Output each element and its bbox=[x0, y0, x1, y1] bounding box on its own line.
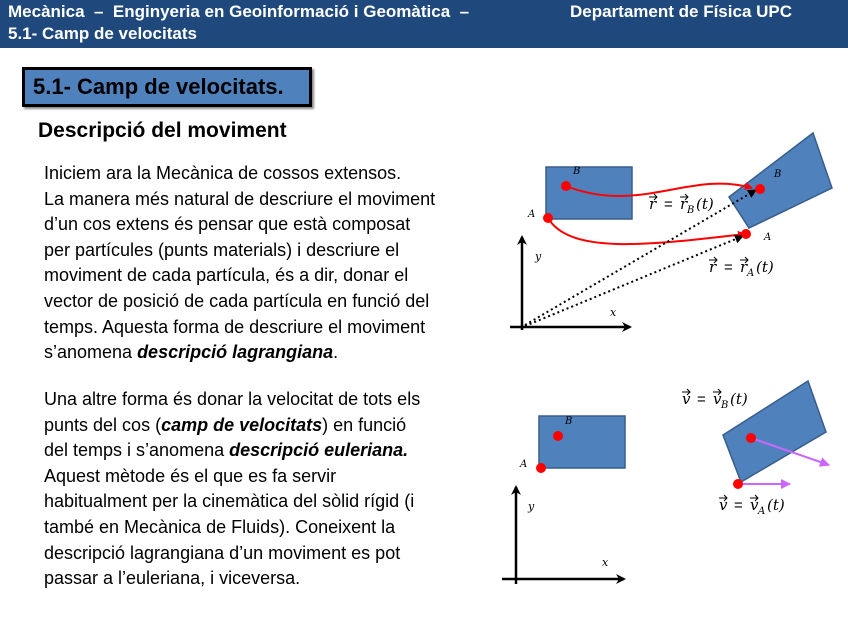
label-a: A bbox=[520, 459, 528, 470]
text-line: passar a l’euleriana, i viceversa. bbox=[44, 568, 301, 589]
text-fragment: del temps i s’anomena bbox=[44, 440, 230, 461]
header-department: Departament de Física UPC bbox=[570, 2, 793, 21]
rb-lhs: r bbox=[649, 195, 657, 213]
text-line: Iniciem ara la Mecànica de cossos extensos. bbox=[44, 163, 402, 183]
axis-label-y: y bbox=[528, 500, 535, 513]
label-b-initial: B bbox=[573, 166, 581, 177]
text-line: d’un cos extens és pensar que està composat bbox=[44, 214, 411, 235]
position-vector-a bbox=[525, 236, 743, 326]
rigid-body-final bbox=[729, 133, 832, 228]
point-a bbox=[536, 463, 546, 473]
section-title: 5.1- Camp de velocitats. bbox=[22, 67, 312, 107]
header-course-title: Mecànica – Enginyeria en Geoinformació i Geomàtica – bbox=[8, 2, 470, 21]
point-a-initial bbox=[543, 213, 553, 223]
point-a-moving bbox=[733, 479, 743, 489]
va-equals: = bbox=[734, 497, 743, 514]
vb-lhs: v bbox=[682, 390, 691, 408]
rb-rhs: r bbox=[680, 195, 688, 213]
trajectory-a bbox=[548, 218, 745, 244]
va-lhs: v bbox=[719, 496, 728, 514]
axes bbox=[502, 487, 624, 584]
text-fragment: punts del cos ( bbox=[44, 414, 162, 435]
vb-subscript: B bbox=[721, 400, 729, 411]
point-b-final bbox=[755, 184, 765, 194]
lagrangian-diagram bbox=[510, 133, 832, 330]
text-fragment: ) en funció bbox=[322, 414, 407, 435]
header-section: 5.1- Camp de velocitats bbox=[8, 24, 197, 43]
axis-label-y: y bbox=[535, 250, 542, 263]
ra-lhs: r bbox=[709, 258, 717, 276]
vb-equals: = bbox=[697, 391, 706, 408]
text-line: descripció lagrangiana d’un moviment es pot bbox=[44, 542, 401, 563]
point-a-final bbox=[741, 229, 751, 239]
label-b-final: B bbox=[774, 169, 782, 180]
point-b bbox=[553, 431, 563, 441]
ra-rhs: r bbox=[740, 258, 748, 276]
label-a-final: A bbox=[764, 232, 772, 243]
point-b-initial bbox=[561, 181, 571, 191]
ra-equals: = bbox=[724, 259, 733, 276]
text-fragment: s’anomena bbox=[44, 342, 138, 363]
rigid-body-reference bbox=[539, 416, 625, 468]
label-b: B bbox=[565, 416, 573, 427]
text-line: La manera més natural de descriure el moviment bbox=[44, 188, 436, 209]
text-line: moviment de cada partícula, és a dir, donar el bbox=[44, 265, 409, 286]
va-rhs: v bbox=[750, 496, 759, 514]
rb-equals: = bbox=[664, 196, 673, 213]
rb-argument: (t) bbox=[696, 195, 714, 213]
point-b-moving bbox=[746, 433, 756, 443]
axes bbox=[510, 237, 630, 330]
va-subscript: A bbox=[758, 506, 766, 517]
text-line: habitualment per la cinemàtica del sòlid rígid (i bbox=[44, 491, 415, 512]
vb-rhs: v bbox=[713, 390, 722, 408]
subtitle: Descripció del moviment bbox=[38, 119, 287, 142]
equation-rb bbox=[649, 194, 714, 216]
text-line: també en Mecànica de Fluids). Coneixent la bbox=[44, 516, 396, 537]
ra-argument: (t) bbox=[756, 258, 774, 276]
text-line: per partícules (punts materials) i descriure el bbox=[44, 239, 400, 260]
axis-label-x: x bbox=[610, 306, 617, 319]
equation-va bbox=[719, 495, 785, 517]
axis-label-x: x bbox=[602, 556, 609, 569]
emphasis-eulerian: descripció euleriana. bbox=[229, 440, 409, 461]
text-fragment: . bbox=[333, 342, 339, 363]
text-line: Aquest mètode és el que es fa servir bbox=[44, 465, 337, 486]
va-argument: (t) bbox=[767, 496, 785, 514]
label-a-initial: A bbox=[528, 209, 536, 220]
text-line: temps. Aquesta forma de descriure el moviment bbox=[44, 316, 426, 337]
eulerian-diagram bbox=[502, 381, 829, 584]
emphasis-lagrangian: descripció lagrangiana bbox=[137, 342, 334, 363]
emphasis-velocity-field: camp de velocitats bbox=[161, 414, 323, 435]
equation-ra bbox=[709, 257, 774, 279]
rb-subscript: B bbox=[687, 205, 695, 216]
text-line: Una altre forma és donar la velocitat de tots els bbox=[44, 389, 421, 409]
equation-vb bbox=[682, 389, 748, 411]
vb-argument: (t) bbox=[730, 390, 748, 408]
ra-subscript: A bbox=[747, 268, 755, 279]
text-line: vector de posició de cada partícula en funció del bbox=[44, 290, 430, 311]
